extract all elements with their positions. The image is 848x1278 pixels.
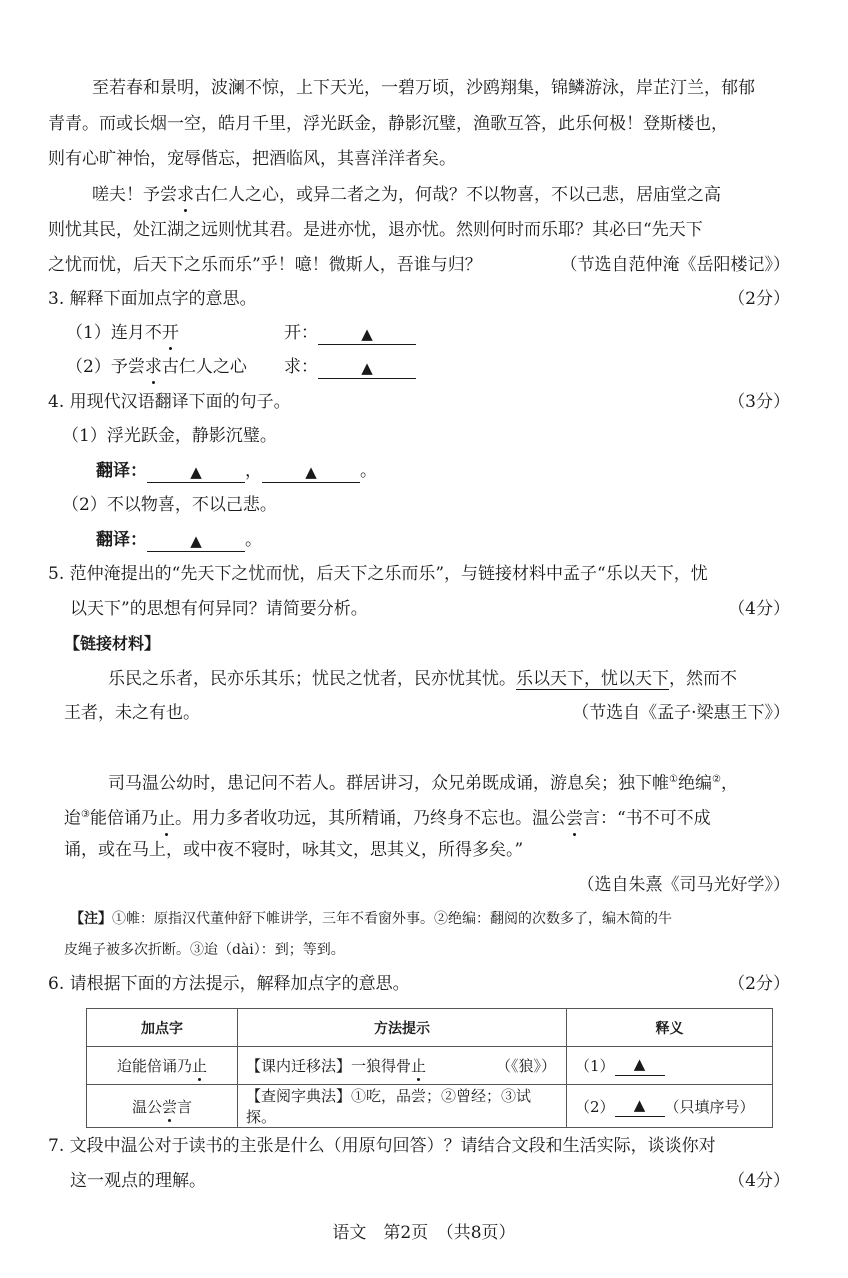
dotted-char: 开 — [161, 323, 179, 343]
table-header: 方法提示 — [238, 1009, 567, 1047]
passage2-note-line2: 皮绳子被多次折断。③迨（dài）：到；等到。 — [64, 942, 345, 958]
q5-line1: 5. 范仲淹提出的“先天下之忧而忧，后天下之乐而乐”，与链接材料中孟子“乐以天下，忧 — [48, 564, 708, 584]
passage1-line3: 则有心旷神怡，宠辱偕忘，把酒临风，其喜洋洋者矣。 — [48, 149, 456, 169]
answer-blank[interactable]: ▲ — [147, 460, 245, 483]
q7-score: （4分） — [728, 1171, 790, 1191]
q6-title: 6. 请根据下面的方法提示，解释加点字的意思。 — [48, 974, 410, 994]
q3-item2-answer: 求： ▲ — [284, 355, 416, 379]
table-cell: 【查阅字典法】①吃，品尝；②曾经；③试探。 — [238, 1085, 567, 1128]
passage1-source: （节选自范仲淹《岳阳楼记》） — [560, 255, 790, 275]
link-material-line1: 乐民之乐者，民亦乐其乐；忧民之忧者，民亦忧其忧。乐以天下，忧以天下，然而不 — [108, 669, 737, 689]
dotted-char: 尝 — [565, 808, 583, 829]
table-cell: 【课内迁移法】一狼得骨止 （《狼》） — [238, 1047, 567, 1085]
answer-blank[interactable]: ▲ — [147, 529, 245, 552]
passage1-line2: 青青。而或长烟一空，皓月千里，浮光跃金，静影沉璧，渔歌互答，此乐何极！登斯楼也， — [48, 114, 728, 134]
passage1-para2-line3: 之忧而忧，后天下之乐而乐”乎！噫！微斯人，吾谁与归？ — [48, 255, 482, 275]
dotted-char: 求 — [177, 185, 194, 205]
table-cell: （1） ▲ — [567, 1047, 773, 1085]
answer-blank[interactable]: ▲ — [318, 322, 416, 345]
answer-blank[interactable]: ▲ — [615, 1055, 665, 1076]
underlined-phrase: 乐以天下，忧以天下 — [516, 669, 669, 689]
link-material-source: （节选自《孟子·梁惠王下》） — [572, 703, 790, 723]
passage2-line3: 诵，或在马上，或中夜不寝时，咏其文，思其义，所得多矣。” — [64, 840, 524, 860]
passage2-line1: 司马温公幼时，患记问不若人。群居讲习，众兄弟既成诵，游息矣；独下帷①绝编②， — [108, 773, 738, 794]
answer-blank[interactable]: ▲ — [318, 356, 416, 379]
page-footer: 语文 第2页 （共8页） — [332, 1223, 516, 1243]
q4-item1-answer: 翻译： ▲ ， ▲ 。 — [96, 461, 377, 481]
table-row — [87, 1085, 773, 1128]
passage2-source: （选自朱熹《司马光好学》） — [577, 875, 790, 895]
link-material-title: 【链接材料】 — [64, 634, 161, 653]
q3-item1-answer: 开： ▲ — [284, 321, 416, 345]
table-cell: （2） ▲ （只填序号） — [567, 1085, 773, 1128]
answer-blank[interactable]: ▲ — [615, 1096, 665, 1117]
dotted-char: 尝 — [161, 1097, 177, 1116]
q3-title: 3. 解释下面加点字的意思。 — [48, 289, 257, 309]
q5-line2: 以天下”的思想有何异同？请简要分析。 — [70, 599, 368, 619]
q4-title: 4. 用现代汉语翻译下面的句子。 — [48, 392, 291, 412]
table-cell: 迨能倍诵乃止 — [87, 1047, 238, 1085]
q3-score: （2分） — [728, 289, 790, 309]
link-material-line2: 王者，未之有也。 — [64, 703, 200, 723]
q4-item2: （2）不以物喜，不以己悲。 — [62, 495, 277, 515]
q7-line1: 7. 文段中温公对于读书的主张是什么（用原句回答）？请结合文段和生活实际，谈谈你对 — [48, 1136, 716, 1156]
table-header: 加点字 — [87, 1009, 238, 1047]
dotted-char: 止 — [411, 1057, 427, 1075]
dotted-char: 止 — [157, 808, 175, 829]
q3-item2: （2）予尝求古仁人之心 — [66, 357, 247, 377]
table-row — [87, 1047, 773, 1085]
passage1-line1: 至若春和景明，波澜不惊，上下天光，一碧万顷，沙鸥翔集，锦鳞游泳，岸芷汀兰，郁郁 — [92, 78, 755, 98]
answer-blank[interactable]: ▲ — [262, 460, 360, 483]
dotted-char: 求 — [144, 357, 162, 377]
q4-score: （3分） — [728, 392, 790, 412]
q6-score: （2分） — [728, 974, 790, 994]
q5-score: （4分） — [728, 599, 790, 619]
q3-item1: （1）连月不开 — [66, 323, 179, 343]
q4-item1: （1）浮光跃金，静影沉璧。 — [62, 426, 277, 446]
passage1-para2-line2: 则忧其民，处江湖之远则忧其君。是进亦忧，退亦忧。然则何时而乐耶？其必曰“先天下 — [48, 220, 703, 240]
table-header: 释义 — [567, 1009, 773, 1047]
q4-item2-answer: 翻译： ▲ 。 — [96, 530, 262, 550]
passage2-note-line1: 【注】①帷：原指汉代董仲舒下帷讲学，三年不看窗外事。②绝编：翻阅的次数多了，编木简的牛 — [70, 911, 672, 927]
dotted-char: 止 — [192, 1057, 208, 1075]
table-cell: 温公尝言 — [87, 1085, 238, 1128]
method-table — [86, 1008, 773, 1128]
q7-line2: 这一观点的理解。 — [70, 1171, 206, 1191]
passage1-para2-line1: 嗟夫！予尝求古仁人之心，或异二者之为，何哉？不以物喜，不以己悲，居庙堂之高 — [92, 185, 721, 205]
passage2-line2: 迨③能倍诵乃止。用力多者收功远，其所精诵，乃终身不忘也。温公尝言：“书不可不成 — [64, 808, 711, 829]
